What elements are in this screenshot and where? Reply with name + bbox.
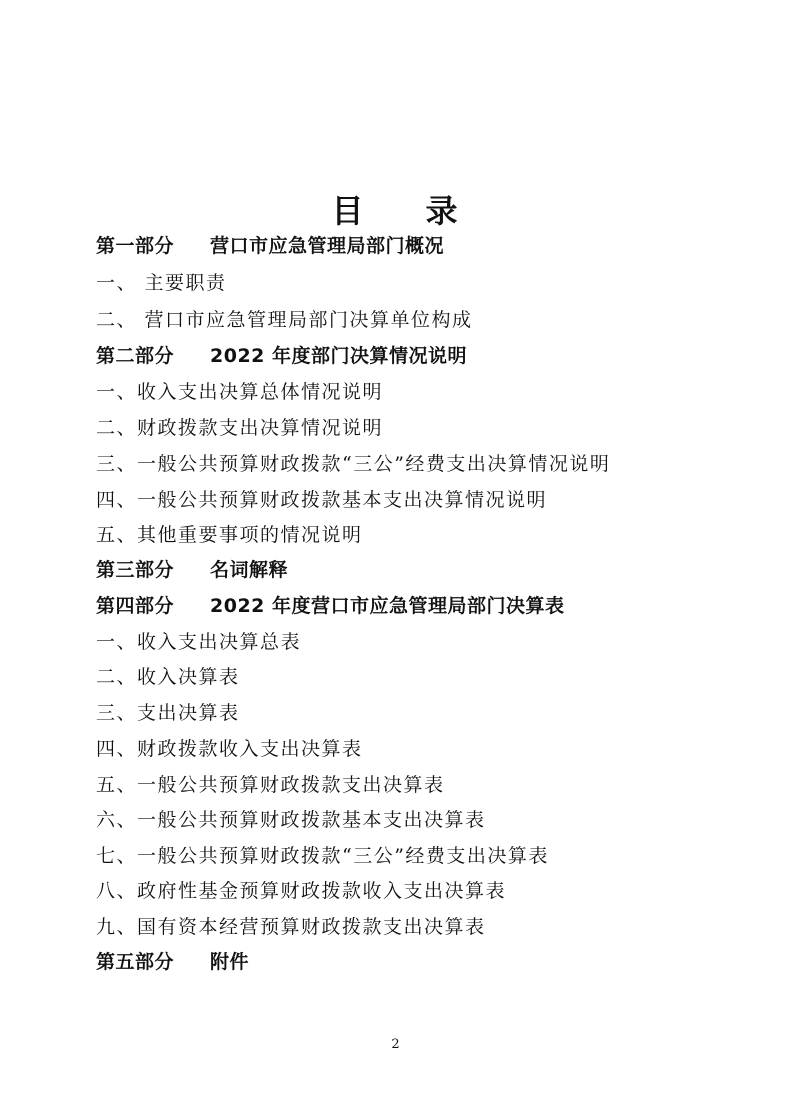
toc-part-heading: [96, 343, 467, 369]
part-title: 附件: [210, 951, 250, 973]
toc-item: 一、 主要职责: [96, 272, 227, 294]
toc-item: 一、收入支出决算总体情况说明: [96, 381, 384, 403]
title-char: 录: [425, 192, 460, 230]
page-title: [0, 186, 791, 232]
part-title: 名词解释: [210, 559, 289, 581]
part-title: 2022 年度部门决算情况说明: [210, 345, 468, 367]
title-char: 目: [331, 192, 366, 230]
toc-item: 二、财政拨款支出决算情况说明: [96, 417, 384, 439]
toc-part-heading: [96, 593, 565, 619]
part-label: 第五部分: [96, 951, 175, 973]
toc-item: 一、收入支出决算总表: [96, 631, 302, 653]
toc-part-heading: [96, 949, 249, 975]
toc-part-heading: [96, 233, 444, 259]
toc-part-heading: [96, 557, 288, 583]
toc-item: 六、一般公共预算财政拨款基本支出决算表: [96, 809, 486, 831]
part-label: 第一部分: [96, 235, 175, 257]
toc-item: 八、政府性基金预算财政拨款收入支出决算表: [96, 880, 507, 902]
part-label: 第四部分: [96, 595, 175, 617]
part-title: 营口市应急管理局部门概况: [210, 235, 445, 257]
toc-item: 五、其他重要事项的情况说明: [96, 524, 363, 546]
toc-item: 七、一般公共预算财政拨款“三公”经费支出决算表: [96, 845, 549, 867]
toc-item: 九、国有资本经营预算财政拨款支出决算表: [96, 916, 486, 938]
toc-item: 四、一般公共预算财政拨款基本支出决算情况说明: [96, 489, 548, 511]
toc-item: 二、收入决算表: [96, 666, 240, 688]
part-label: 第二部分: [96, 345, 175, 367]
toc-item: 二、 营口市应急管理局部门决算单位构成: [96, 309, 473, 331]
page-number: 2: [391, 1037, 400, 1052]
part-title: 2022 年度营口市应急管理局部门决算表: [210, 595, 565, 617]
toc-item: 五、一般公共预算财政拨款支出决算表: [96, 774, 445, 796]
part-label: 第三部分: [96, 559, 175, 581]
toc-item: 三、一般公共预算财政拨款“三公”经费支出决算情况说明: [96, 453, 611, 475]
toc-item: 三、支出决算表: [96, 702, 240, 724]
toc-item: 四、财政拨款收入支出决算表: [96, 738, 363, 760]
